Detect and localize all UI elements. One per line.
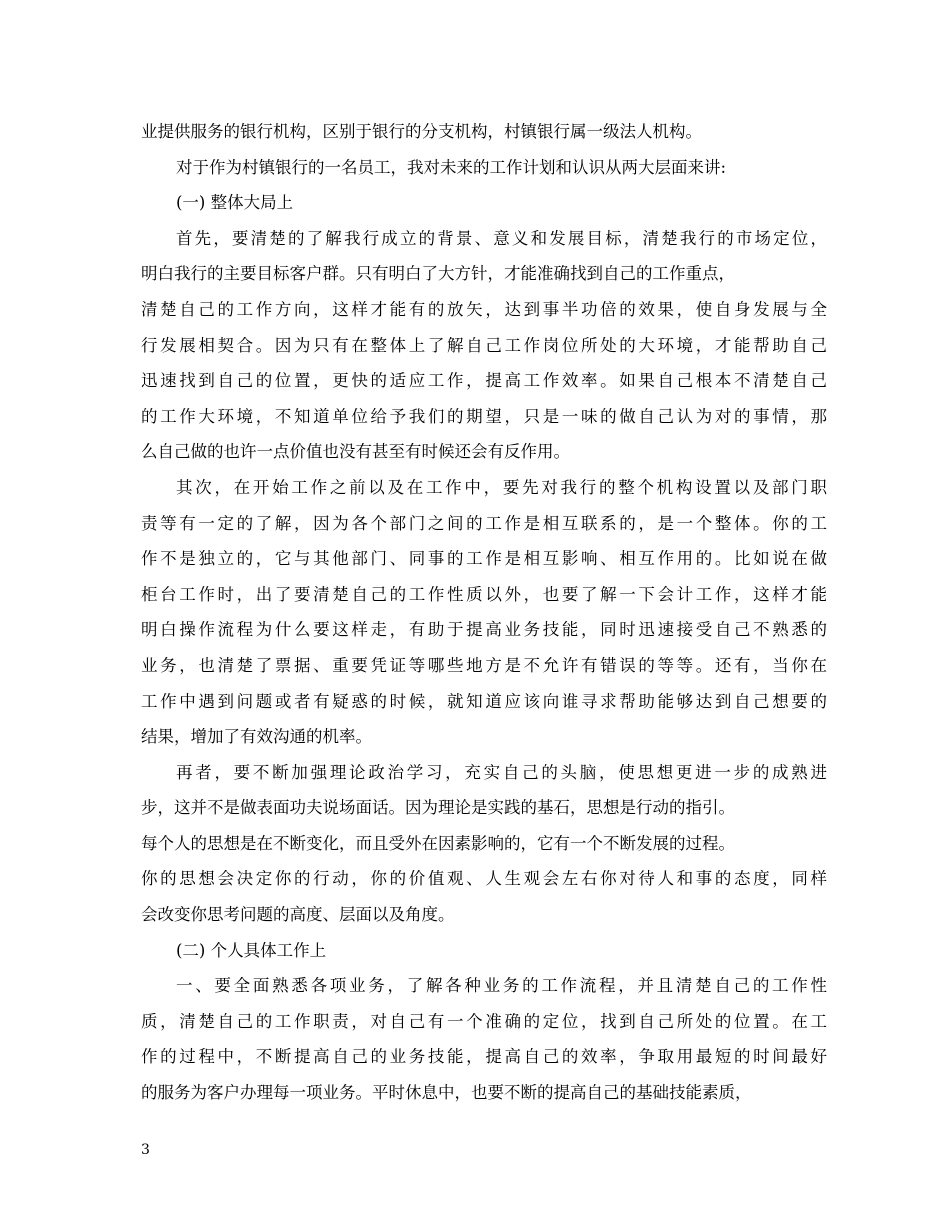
text-line: (一) 整体大局上 (176, 193, 294, 213)
text-line: (二) 个人具体工作上 (176, 940, 327, 960)
text-line: 迅速找到自己的位置，更快的适应工作，提高工作效率。如果自己根本不清楚自己 (141, 371, 827, 391)
text-line: 明白我行的主要目标客户群。只有明白了大方针，才能准确找到自己的工作重点， (141, 264, 735, 284)
text-line: 步，这并不是做表面功夫说场面话。因为理论是实践的基石，思想是行动的指引。 (141, 798, 735, 818)
text-line: 对于作为村镇银行的一名员工，我对未来的工作计划和认识从两大层面来讲: (176, 157, 727, 177)
text-line: 再者，要不断加强理论政治学习，充实自己的头脑，使思想更进一步的成熟进 (176, 762, 827, 782)
text-line: 一、要全面熟悉各项业务，了解各种业务的工作流程，并且清楚自己的工作性 (176, 976, 827, 996)
text-line: 的工作大环境，不知道单位给予我们的期望，只是一味的做自己认为对的事情，那 (141, 406, 827, 426)
text-line: 的服务为客户办理每一项业务。平时休息中，也要不断的提高自己的基础技能素质， (141, 1083, 752, 1103)
text-line: 结果，增加了有效沟通的机率。 (141, 727, 372, 747)
text-line: 你的思想会决定你的行动，你的价值观、人生观会左右你对待人和事的态度，同样 (141, 869, 827, 889)
text-line: 首先，要清楚的了解我行成立的背景、意义和发展目标，清楚我行的市场定位， (176, 228, 827, 248)
text-line: 每个人的思想是在不断变化，而且受外在因素影响的，它有一个不断发展的过程。 (141, 833, 735, 853)
text-line: 工作中遇到问题或者有疑惑的时候，就知道应该向谁寻求帮助能够达到自己想要的 (141, 691, 827, 711)
text-line: 作不是独立的，它与其他部门、同事的工作是相互影响、相互作用的。比如说在做 (141, 549, 827, 569)
text-line: 会改变你思考问题的高度、层面以及角度。 (141, 905, 455, 925)
text-line: 柜台工作时，出了要清楚自己的工作性质以外，也要了解一下会计工作，这样才能 (141, 584, 827, 604)
text-line: 质，清楚自己的工作职责，对自己有一个准确的定位，找到自己所处的位置。在工 (141, 1011, 827, 1031)
page-number: 3 (141, 1142, 150, 1158)
body-text (141, 114, 827, 1111)
text-line: 明白操作流程为什么要这样走，有助于提高业务技能，同时迅速接受自己不熟悉的 (141, 620, 827, 640)
text-line: 业提供服务的银行机构，区别于银行的分支机构，村镇银行属一级法人机构。 (141, 122, 702, 141)
text-line: 责等有一定的了解，因为各个部门之间的工作是相互联系的，是一个整体。你的工 (141, 513, 827, 533)
text-line: 其次，在开始工作之前以及在工作中，要先对我行的整个机构设置以及部门职 (176, 477, 827, 497)
text-line: 行发展相契合。因为只有在整体上了解自己工作岗位所处的大环境，才能帮助自己 (141, 335, 827, 355)
text-line: 么自己做的也许一点价值也没有甚至有时候还会有反作用。 (141, 442, 570, 462)
text-line: 作的过程中，不断提高自己的业务技能，提高自己的效率，争取用最短的时间最好 (141, 1047, 827, 1067)
text-line: 清楚自己的工作方向，这样才能有的放矢，达到事半功倍的效果，使自身发展与全 (141, 299, 827, 319)
text-line: 业务，也清楚了票据、重要凭证等哪些地方是不允许有错误的等等。还有，当你在 (141, 655, 827, 675)
